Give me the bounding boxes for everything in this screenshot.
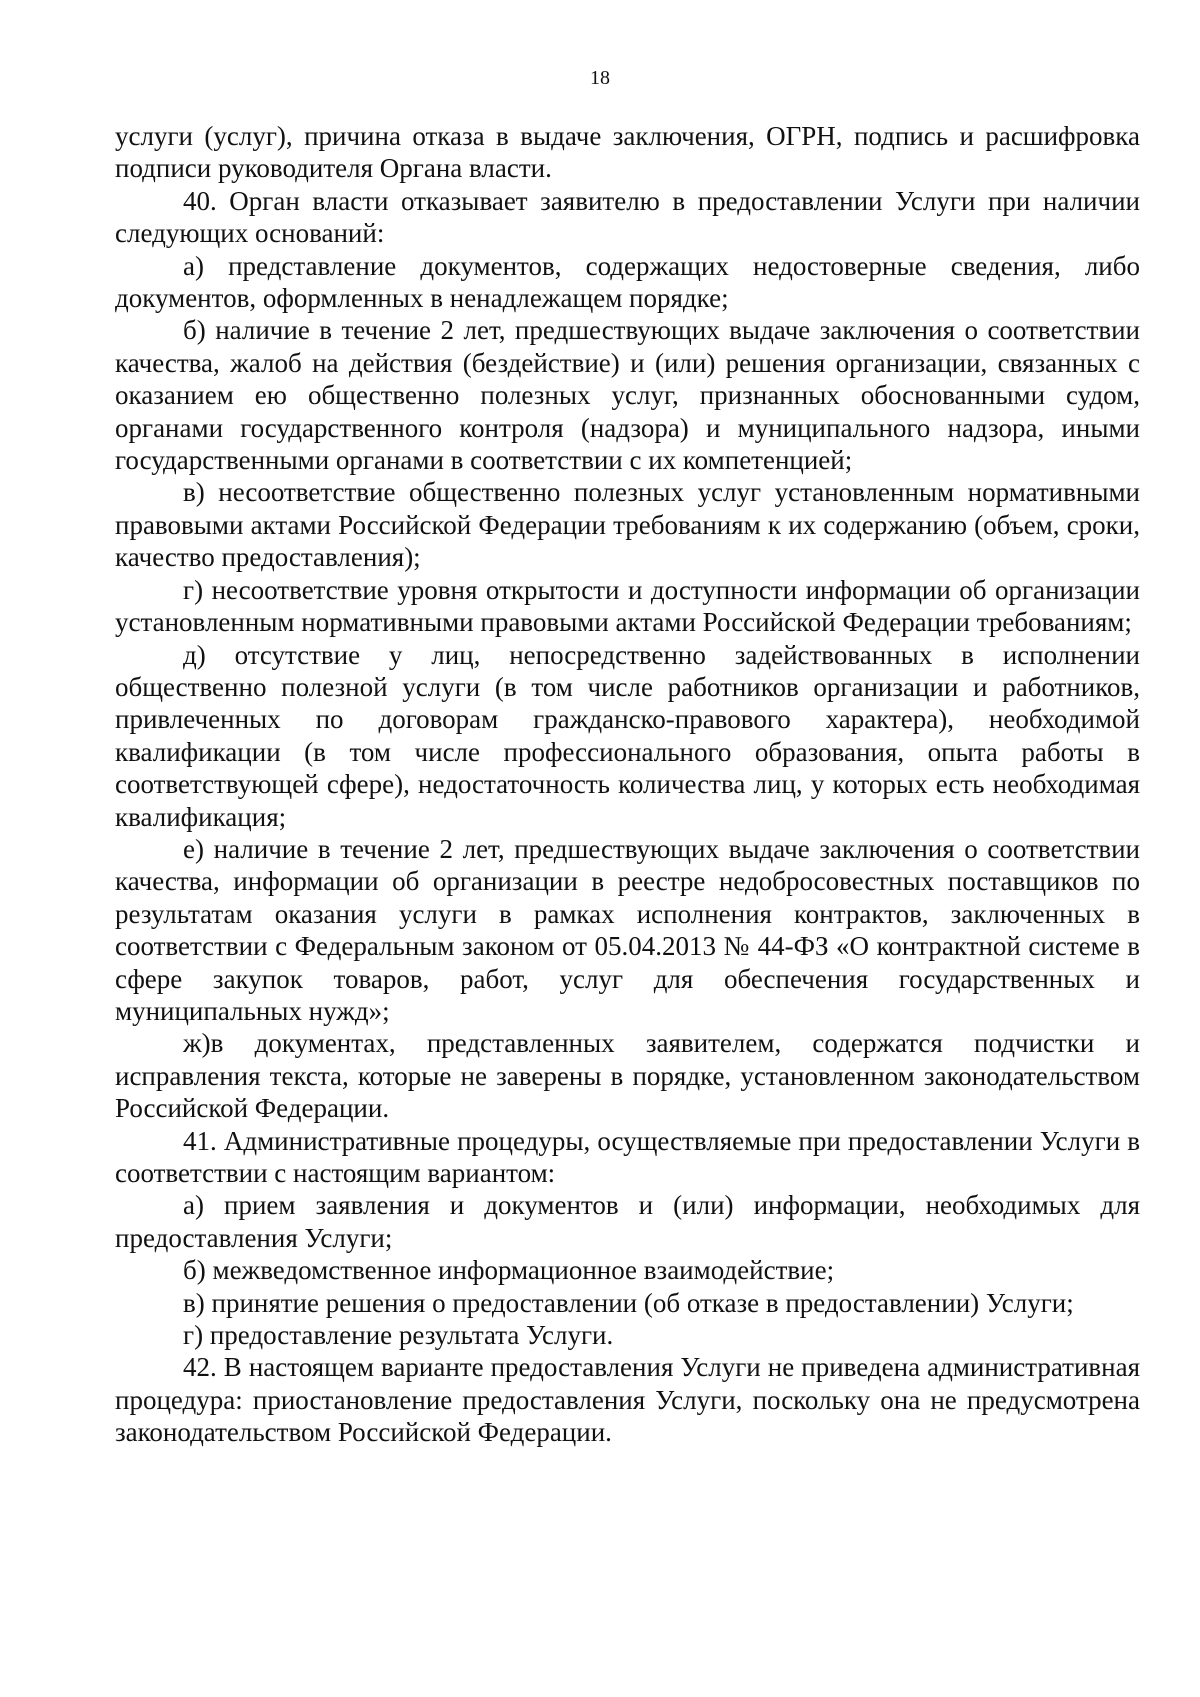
paragraph-item-42: 42. В настоящем варианте предоставления Услуги не приведена административная процедура: приостановление предоставления Услуги, поскольку она не предусмотрена законодательством Российской Федерации. (115, 1352, 1140, 1448)
paragraph-item-40: 40. Орган власти отказывает заявителю в предоставлении Услуги при наличии следующих оснований: (115, 185, 1140, 249)
paragraph-40-a: а) представление документов, содержащих недостоверные сведения, либо документов, оформленных в ненадлежащем порядке; (115, 250, 1140, 314)
paragraph-40-b: б) наличие в течение 2 лет, предшествующих выдаче заключения о соответствии качества, жалоб на действия (бездействие) и (или) решения организации, связанных с оказанием ею общественно полезных услуг, признанных обоснованными судом, органами государственного контроля (надзора) и муниципального надзора, иными государственными органами в соответствии с их компетенцией; (115, 315, 1140, 476)
paragraph-40-d: д) отсутствие у лиц, непосредственно задействованных в исполнении общественно полезной услуги (в том числе работников организации и работников, привлеченных по договорам гражданско-правового характера), необходимой квалификации (в том числе профессионального образования, опыта работы в соответствующей сфере), недостаточность количества лиц, у которых есть необходимая квалификация; (115, 639, 1140, 832)
paragraph-continuation: услуги (услуг), причина отказа в выдаче заключения, ОГРН, подпись и расшифровка подписи руководителя Органа власти. (115, 121, 1140, 184)
paragraph-40-g: г) несоответствие уровня открытости и доступности информации об организации установленным нормативными правовыми актами Российской Федерации требованиям; (115, 574, 1140, 638)
paragraph-40-e: е) наличие в течение 2 лет, предшествующих выдаче заключения о соответствии качества, информации об организации в реестре недобросовестных поставщиков по результатам оказания услуги в рамках исполнения контрактов, заключенных в соответствии с Федеральным законом от 05.04.2013 № 44-ФЗ «О контрактной системе в сфере закупок товаров, работ, услуг для обеспечения государственных и муниципальных нужд»; (115, 833, 1140, 1026)
paragraph-41-b: б) межведомственное информационное взаимодействие; (183, 1255, 835, 1286)
paragraph-40-zh: ж)в документах, представленных заявителем, содержатся подчистки и исправления текста, которые не заверены в порядке, установленном законодательством Российской Федерации. (115, 1028, 1140, 1124)
paragraph-41-a: а) прием заявления и документов и (или) информации, необходимых для предоставления Услуги; (115, 1190, 1140, 1253)
page-number: 18 (590, 67, 610, 89)
paragraph-41-g: г) предоставление результата Услуги. (183, 1320, 614, 1351)
paragraph-40-v: в) несоответствие общественно полезных услуг установленным нормативными правовыми актами Российской Федерации требованиям к их содержанию (объем, сроки, качество предоставления); (115, 477, 1140, 573)
document-body (115, 120, 1140, 1449)
paragraph-41-v: в) принятие решения о предоставлении (об отказе в предоставлении) Услуги; (183, 1287, 1074, 1318)
paragraph-item-41: 41. Административные процедуры, осуществляемые при предоставлении Услуги в соответствии с настоящим вариантом: (115, 1125, 1140, 1188)
